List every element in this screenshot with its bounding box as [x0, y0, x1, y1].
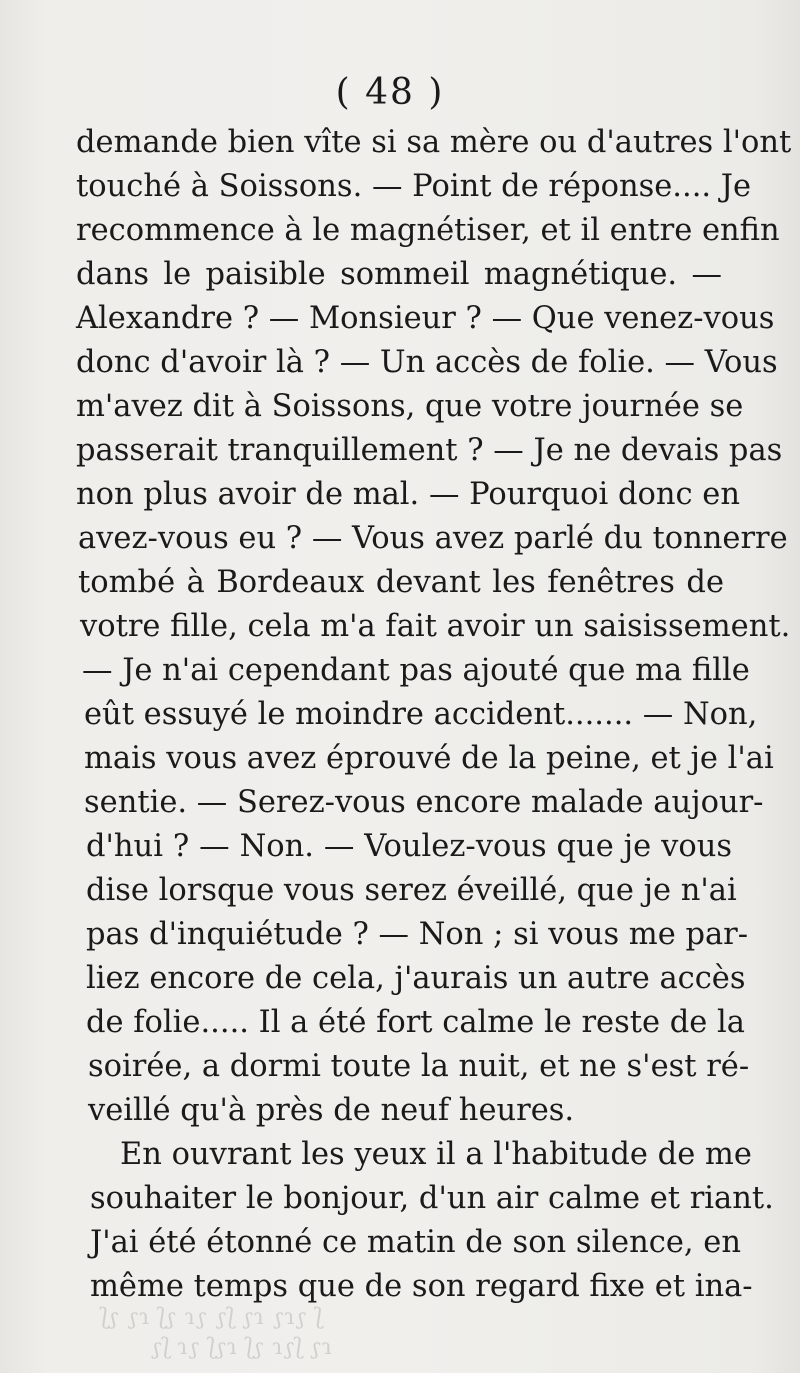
text-line: même temps que de son regard fixe et ina- — [90, 1269, 753, 1304]
text-line: d'hui ? — Non. — Voulez-vous que je vous — [86, 829, 732, 864]
text-line: soirée, a dormi toute la nuit, et ne s'est ré- — [88, 1049, 750, 1084]
text-line: votre fille, cela m'a fait avoir un saisissement. — [80, 609, 791, 644]
text-line: En ouvrant les yeux il a l'habitude de me — [120, 1137, 752, 1172]
text-line: liez encore de cela, j'aurais un autre accès — [86, 961, 746, 996]
page-number: ( 48 ) — [335, 72, 445, 113]
text-line: veillé qu'à près de neuf heures. — [88, 1093, 575, 1128]
text-line: touché à Soissons. — Point de réponse.... Je — [76, 169, 752, 204]
text-line: m'avez dit à Soissons, que votre journée se — [76, 389, 744, 424]
text-line: J'ai été étonné ce matin de son silence, en — [90, 1225, 741, 1260]
text-line: dise lorsque vous serez éveillé, que je n'ai — [86, 873, 737, 908]
text-line: eût essuyé le moindre accident....... — Non, — [84, 697, 758, 732]
text-line: tombé à Bordeaux devant les fenêtres de — [78, 565, 724, 600]
bleed-through-text: ɾʅ ʃʅɾ ʅʃ ɾʅʃ ʅɾ ʃʅ — [150, 1335, 332, 1360]
text-line: mais vous avez éprouvé de la peine, et je l'ai — [84, 741, 774, 776]
text-line: non plus avoir de mal. — Pourquoi donc en — [76, 477, 740, 512]
text-line: avez-vous eu ? — Vous avez parlé du tonnerre — [78, 521, 788, 556]
text-line: de folie..... Il a été fort calme le reste de la — [86, 1005, 745, 1040]
text-line: demande bien vîte si sa mère ou d'autres l'ont — [76, 125, 792, 160]
text-line: Alexandre ? — Monsieur ? — Que venez-vous — [76, 301, 775, 336]
text-line: — Je n'ai cependant pas ajouté que ma fille — [82, 653, 750, 688]
bleed-through-text: ʃ ʅɾʅ ɾʅ ʃʅ ʅɾ ʅʃ ɾʅ ʅʃ — [100, 1305, 322, 1330]
text-line: souhaiter le bonjour, d'un air calme et riant. — [90, 1181, 774, 1216]
text-line: dans le paisible sommeil magnétique. — — [76, 257, 722, 292]
text-line: pas d'inquiétude ? — Non ; si vous me par- — [86, 917, 749, 952]
text-line: donc d'avoir là ? — Un accès de folie. — Vous — [76, 345, 778, 380]
text-line: passerait tranquillement ? — Je ne devais pas — [76, 433, 783, 468]
text-line: recommence à le magnétiser, et il entre enfin — [76, 213, 780, 248]
text-line: sentie. — Serez-vous encore malade aujour- — [84, 785, 764, 820]
